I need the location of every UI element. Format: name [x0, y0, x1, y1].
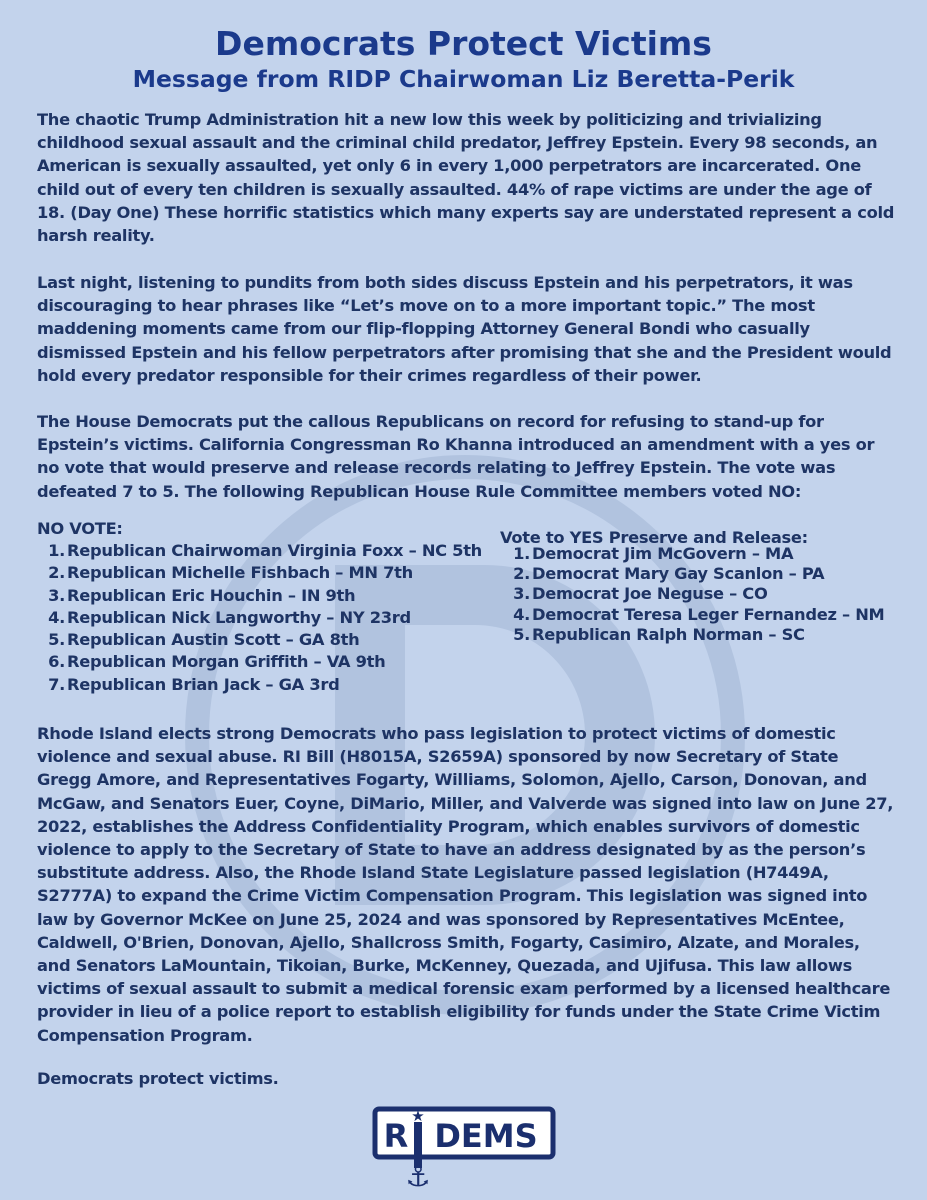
list-number: 1. [48, 541, 65, 560]
member-name: Republican Morgan Griffith – VA 9th [67, 652, 386, 672]
yes-vote-item [500, 605, 884, 625]
list-number: 3. [513, 584, 530, 604]
member-name: Republican Michelle Fishbach – MN 7th [67, 563, 413, 583]
list-number: 2. [513, 564, 530, 584]
list-number: 1. [513, 544, 530, 563]
logo-letter-r: R [383, 1117, 409, 1155]
closing-line: Democrats protect victims. [37, 1069, 279, 1088]
member-name: Republican Brian Jack – GA 3rd [67, 674, 340, 694]
no-vote-item [37, 607, 482, 629]
no-vote-item [37, 651, 482, 673]
yes-vote-item [500, 564, 884, 584]
member-name: Republican Nick Langworthy – NY 23rd [67, 607, 411, 627]
no-vote-heading: NO VOTE: [37, 519, 123, 538]
page-subtitle: Message from RIDP Chairwoman Liz Beretta-Perik [132, 65, 795, 93]
yes-vote-list [500, 544, 884, 645]
list-number: 7. [48, 674, 65, 694]
member-name: Democrat Jim McGovern – MA [532, 544, 794, 563]
logo-dems-text: DEMS [434, 1117, 538, 1155]
member-name: Democrat Joe Neguse – CO [532, 584, 768, 604]
paragraph-house-vote: The House Democrats put the callous Republicans on record for refusing to stand-up for Epstein’s victims. California Congressman Ro Khanna introduced an amendment with a yes or no vote that would preserve and release records relating to Jeffrey Epstein. The vote was defeated 7 to 5. The following Republican House Rule Committee members voted NO: [37, 412, 875, 501]
member-name: Republican Eric Houchin – IN 9th [67, 585, 356, 605]
no-vote-item [37, 562, 482, 584]
star-icon: ★ [411, 1107, 425, 1125]
member-name: Republican Ralph Norman – SC [532, 624, 805, 644]
list-number: 5. [513, 624, 530, 644]
member-name: Republican Chairwoman Virginia Foxx – NC 5th [67, 541, 482, 560]
yes-vote-item [500, 544, 884, 564]
list-number: 4. [513, 604, 530, 624]
list-number: 2. [48, 563, 65, 583]
yes-vote-item [500, 584, 884, 604]
member-name: Democrat Mary Gay Scanlon – PA [532, 564, 825, 584]
member-name: Democrat Teresa Leger Fernandez – NM [532, 604, 885, 624]
anchor-icon: ⚓ [405, 1160, 431, 1188]
no-vote-item [37, 629, 482, 651]
no-vote-list [37, 540, 482, 696]
list-number: 6. [48, 652, 65, 672]
paragraph-statistics: The chaotic Trump Administration hit a new low this week by politicizing and trivializing childhood sexual assault and the criminal child predator, Jeffrey Epstein. Every 98 seconds, an American is sexually assaulted, yet only 6 in every 1,000 perpetrators are incarcerated. One child out of every ten children is sexually assaulted. 44% of rape victims are under the age of 18. (Day One) These horrific statistics which many experts say are understated represent a cold harsh reality. [37, 110, 895, 246]
no-vote-item [37, 540, 482, 562]
list-number: 4. [48, 607, 65, 627]
yes-vote-item [500, 625, 884, 645]
list-number: 5. [48, 630, 65, 650]
no-vote-item [37, 585, 482, 607]
ridems-logo [372, 1106, 556, 1188]
no-vote-item [37, 674, 482, 696]
paragraph-ri-legislation: Rhode Island elects strong Democrats who pass legislation to protect victims of domestic violence and sexual abuse. RI Bill (H8015A, S2659A) sponsored by now Secretary of State Gregg Amore, and Representatives Fogarty, Williams, Solomon, Ajello, Carson, Donovan, and McGaw, and Senators Euer, Coyne, DiMario, Miller, and Valverde was signed into law on June 27, 2022, establishes the Address Confidentiality Program, which enables survivors of domestic violence to apply to the Secretary of State to have an address designated by as the person’s substitute address. Also, the Rhode Island State Legislature passed legislation (H7449A, S2777A) to expand the Crime Victim Compensation Program. This legislation was signed into law by Governor McKee on June 25, 2024 and was sponsored by Representatives McEntee, Caldwell, O'Brien, Donovan, Ajello, Shallcross Smith, Fogarty, Casimiro, Alzate, and Morales, and Senators LaMountain, Tikoian, Burke, McKenney, Quezada, and Ujifusa. This law allows victims of sexual assault to submit a medical forensic exam performed by a licensed healthcare provider in lieu of a police report to establish eligibility for funds under the State Crime Victim Compensation Program. [37, 724, 894, 1045]
page-title: Democrats Protect Victims [215, 24, 712, 63]
paragraph-pundits: Last night, listening to pundits from both sides discuss Epstein and his perpetrators, it was discouraging to hear phrases like “Let’s move on to a more important topic.” The most maddening moments came from our flip-flopping Attorney General Bondi who casually dismissed Epstein and his fellow perpetrators after promising that she and the President would hold every predator responsible for their crimes regardless of their power. [37, 273, 892, 385]
list-number: 3. [48, 585, 65, 605]
member-name: Republican Austin Scott – GA 8th [67, 630, 360, 650]
yes-vote-heading: Vote to YES Preserve and Release: [500, 528, 808, 547]
